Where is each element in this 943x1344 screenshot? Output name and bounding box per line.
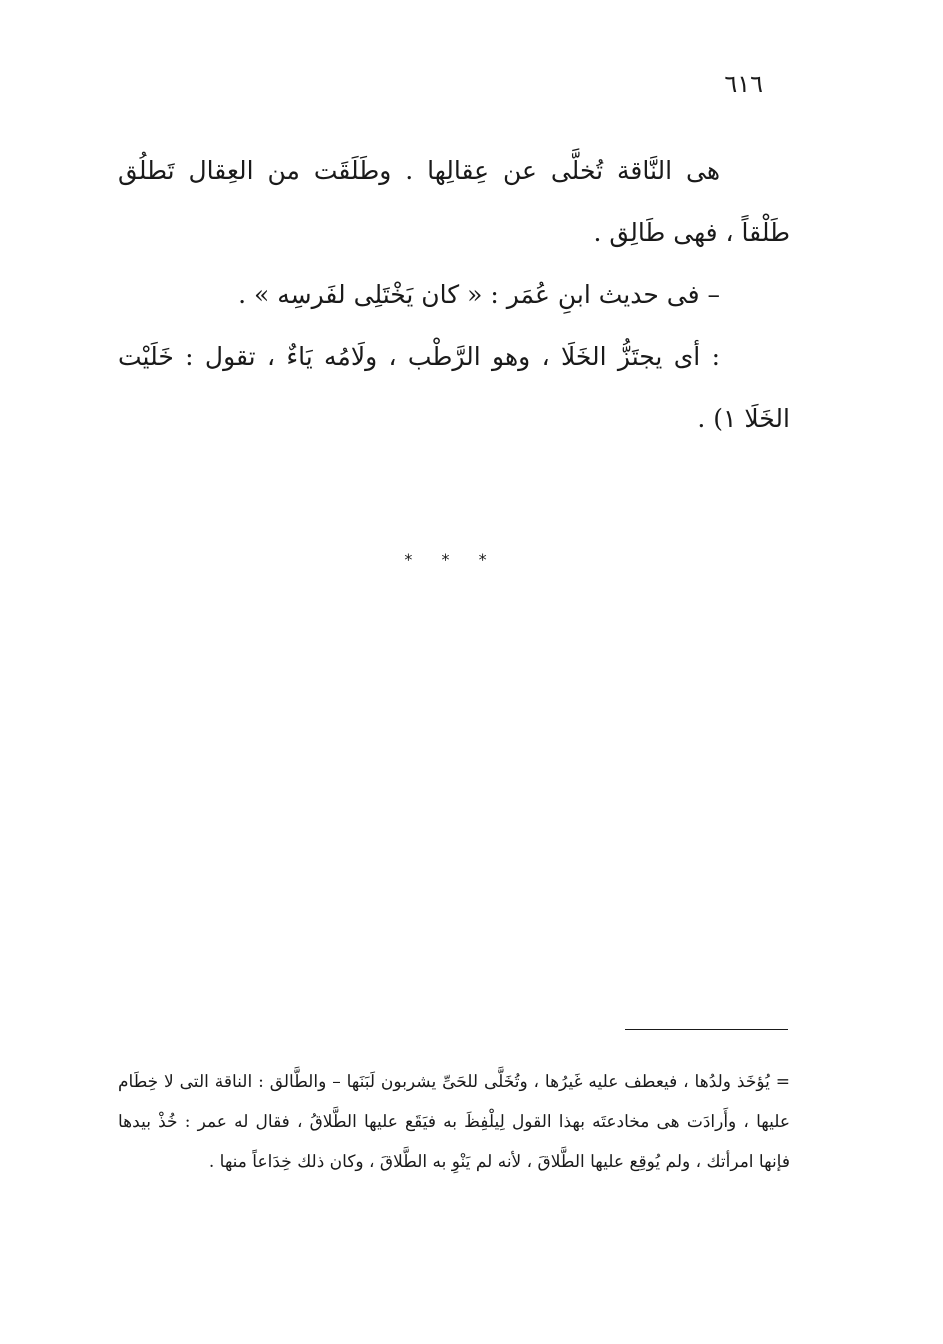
main-text <box>118 140 790 450</box>
footnote-divider <box>625 1029 788 1030</box>
paragraph-hadith: – فى حديث ابنِ عُمَر : « كان يَخْتَلِى لفَرسِه » . <box>238 280 720 309</box>
page-number: ٦١٦ <box>724 70 763 98</box>
section-separator: * * * <box>404 550 499 569</box>
footnote-text: = يُؤخَذ ولدُها ، فيعطف عليه غَيرُها ، وتُخَلَّى للحَىِّ يشربون لَبَنَها – والطَّالق : الناقة التى لا خِطَام عليها ، وأَرادَت هى مخادعتَه بهذا القول لِيلْفِظَ به فيَقَع عليها الطَّلاقُ ، فقال له عمر : خُذْ بيدها فإنها امرأتك ، ولم يُوقِع عليها الطَّلاقَ ، لأنه لم يَنْوِ به الطَّلاقَ ، وكان ذلك خِدَاعاً منها . <box>118 1072 790 1172</box>
paragraph-definition: هى النَّاقة تُخلَّى عن عِقالِها . وطَلَقَت من العِقال تَطلُق طَلْقاً ، فهى طَالِق . <box>118 156 790 247</box>
paragraph-explanation: : أى يجتَزُّ الخَلَا ، وهو الرَّطْب ، ولَامُه يَاءٌ ، تقول : خَلَيْت الخَلَا ١) . <box>118 342 790 433</box>
footnote <box>118 1062 790 1182</box>
